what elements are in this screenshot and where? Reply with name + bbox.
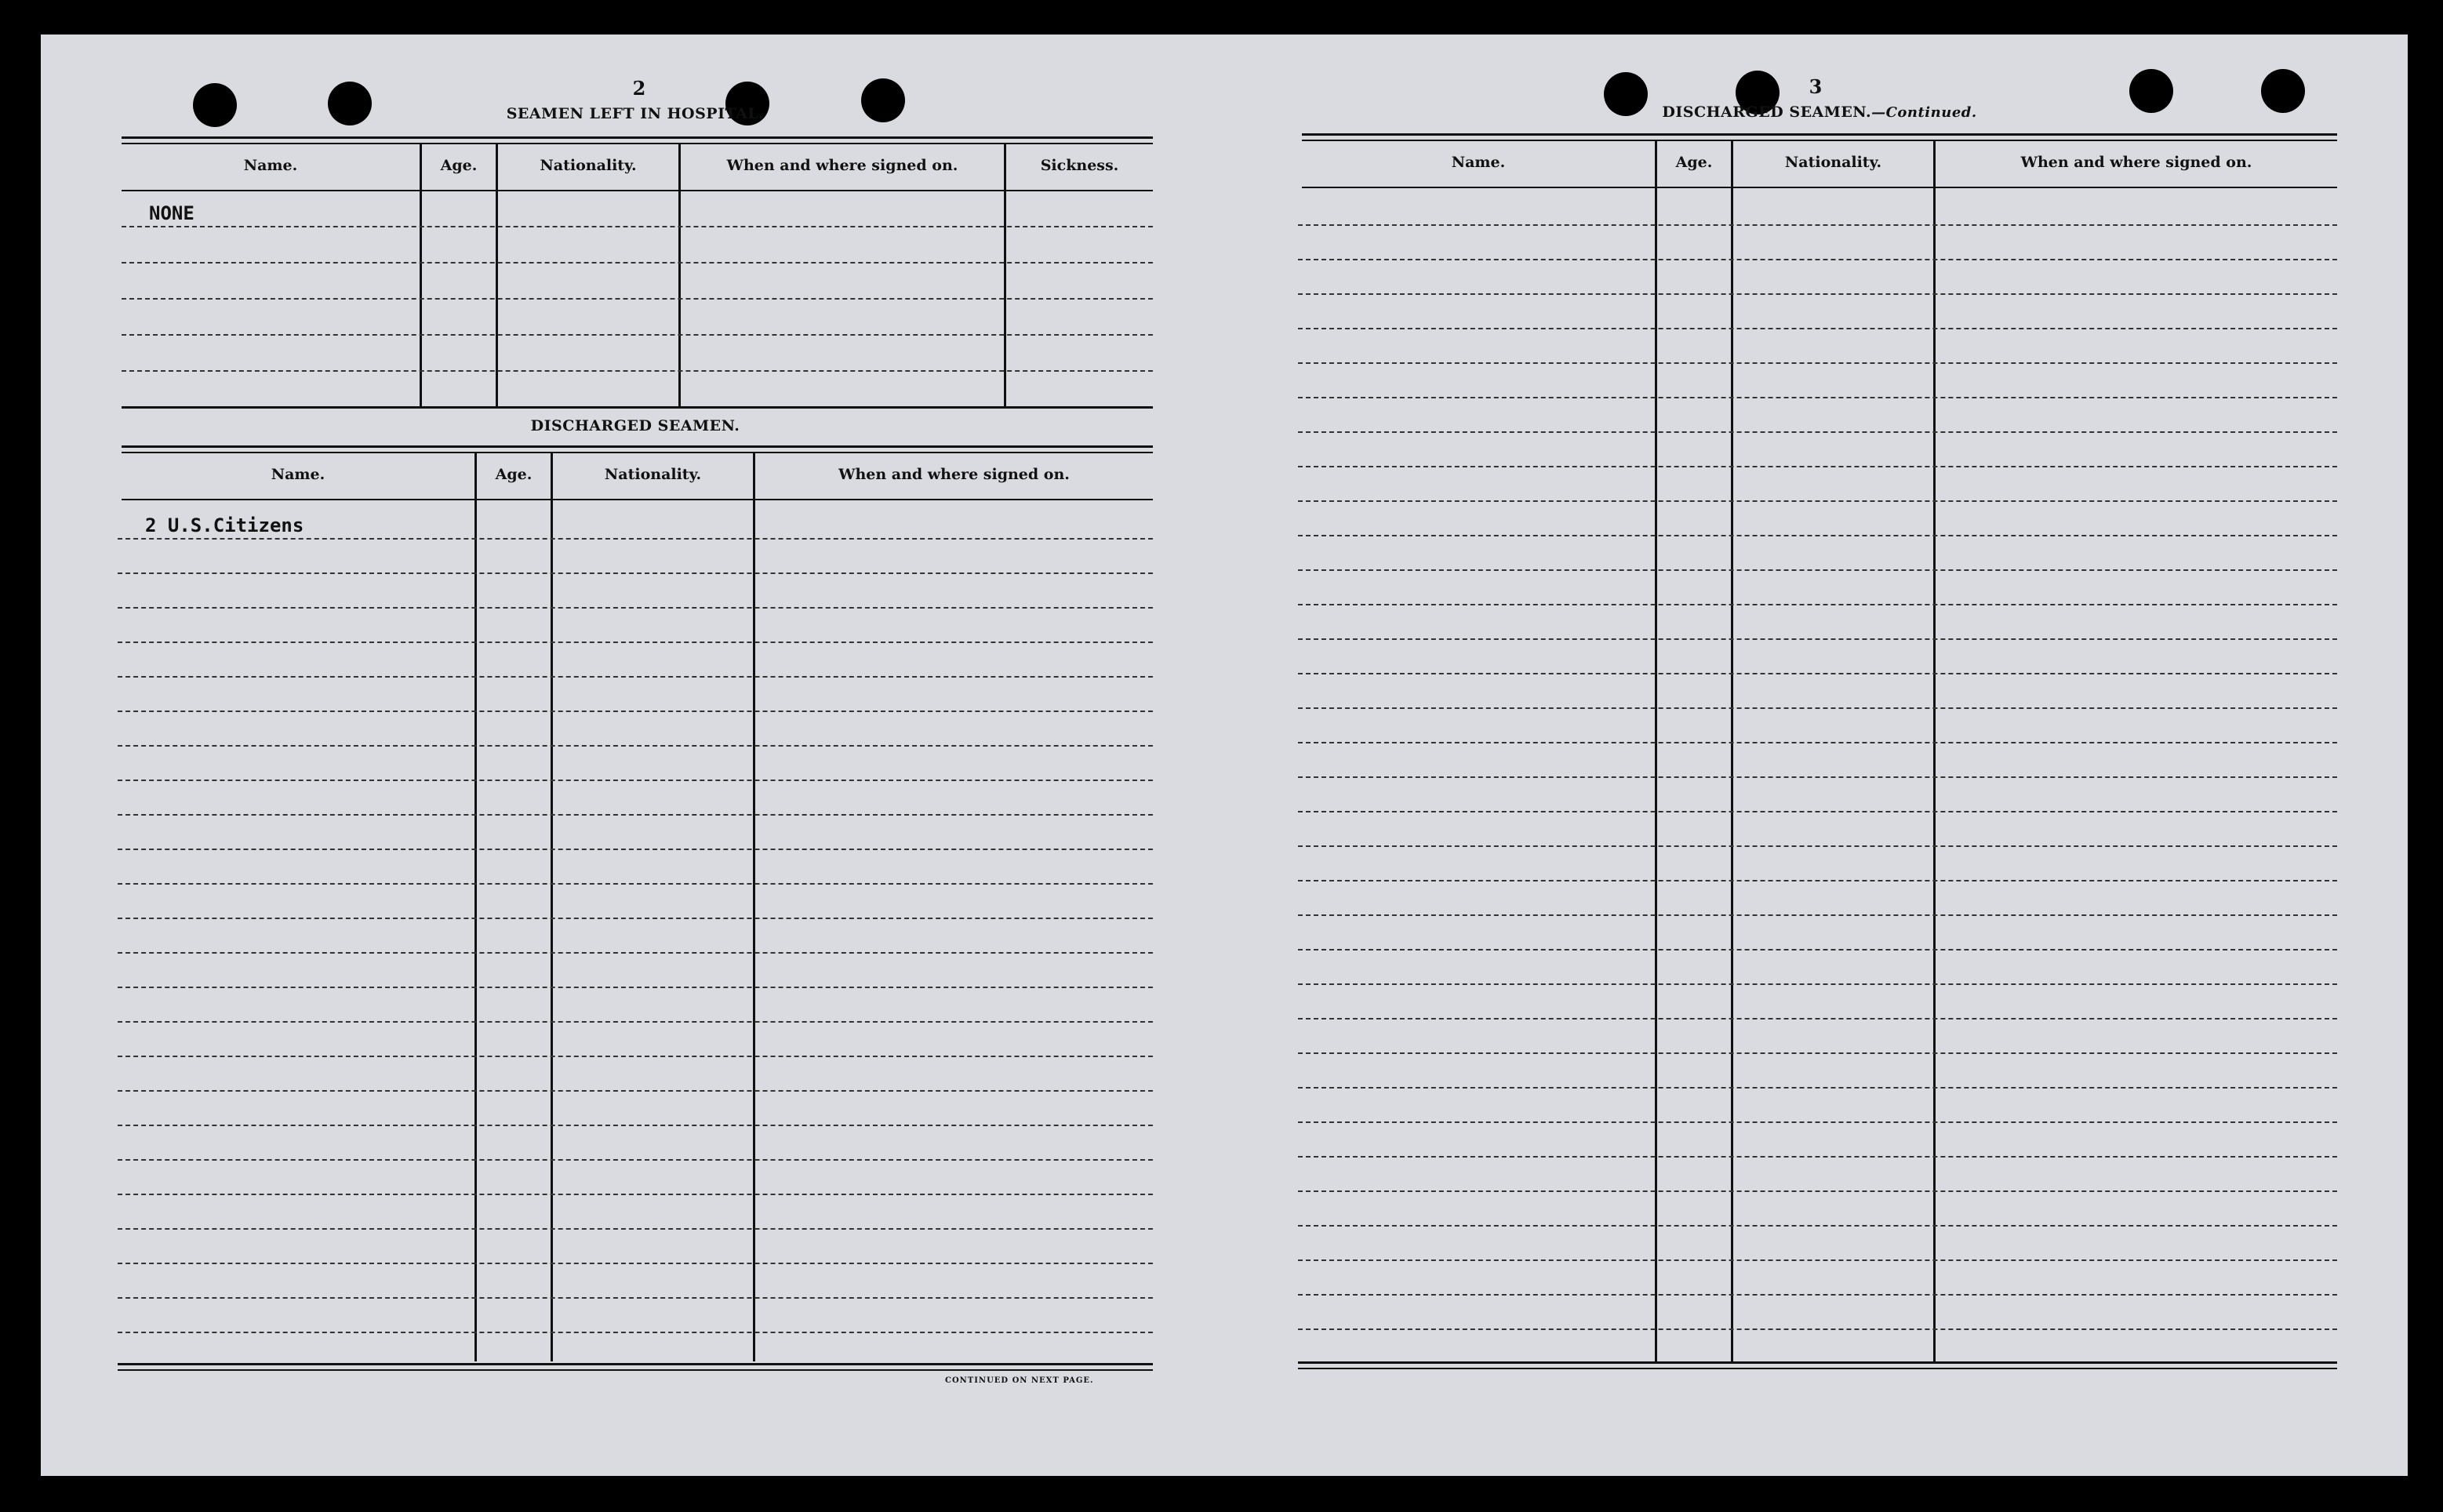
column-header-age: Age.	[495, 466, 533, 483]
punch-hole	[328, 82, 372, 125]
page-number: 3	[1809, 75, 1823, 98]
column-header-name: Name.	[243, 157, 298, 174]
table-rule	[122, 143, 1153, 144]
dotted-rule	[1298, 845, 2337, 847]
dotted-rule	[1298, 1156, 2337, 1158]
dotted-rule	[1298, 224, 2337, 226]
dotted-rule	[1298, 535, 2337, 536]
punch-hole	[193, 83, 237, 127]
dotted-rule	[118, 607, 1153, 609]
column-header-name: Name.	[1451, 154, 1506, 171]
discharged-entry: 2 U.S.Citizens	[145, 514, 304, 536]
dotted-rule	[1298, 1190, 2337, 1192]
dotted-rule	[118, 1332, 1153, 1333]
dotted-rule	[118, 1125, 1153, 1126]
section-title-discharged: DISCHARGED SEAMEN.	[530, 417, 740, 434]
punch-hole	[2261, 69, 2305, 113]
dotted-rule	[1298, 914, 2337, 916]
column-header-name: Name.	[271, 466, 325, 483]
table-rule	[1302, 140, 2337, 141]
page-number: 2	[632, 77, 646, 100]
dotted-rule	[1298, 742, 2337, 743]
dotted-rule	[118, 1090, 1153, 1092]
dotted-rule	[118, 745, 1153, 747]
dotted-rule	[118, 814, 1153, 816]
column-header-nationality: Nationality.	[1784, 154, 1882, 171]
dotted-rule	[118, 918, 1153, 919]
dotted-rule	[1298, 1121, 2337, 1123]
column-header-signed-on: When and where signed on.	[2020, 154, 2252, 171]
column-header-signed-on: When and where signed on.	[838, 466, 1070, 483]
section-title-text: DISCHARGED SEAMEN.	[1662, 104, 1872, 121]
hospital-entry: NONE	[149, 202, 194, 224]
dotted-rule	[118, 987, 1153, 988]
discharged-continued-rows	[1298, 188, 2337, 1361]
table-rule	[118, 1363, 1153, 1365]
dotted-rule	[1298, 1087, 2337, 1089]
dotted-rule	[118, 1021, 1153, 1023]
column-header-age: Age.	[1675, 154, 1713, 171]
dotted-rule	[1298, 500, 2337, 502]
dotted-rule	[1298, 673, 2337, 674]
discharged-rows	[118, 500, 1153, 1363]
dotted-rule	[1298, 569, 2337, 571]
dotted-rule	[1298, 983, 2337, 985]
table-rule	[1302, 133, 2337, 136]
dotted-rule	[118, 1228, 1153, 1230]
column-header-age: Age.	[440, 157, 478, 174]
table-rule	[122, 452, 1153, 453]
dotted-rule	[1298, 431, 2337, 433]
dotted-rule	[1298, 1328, 2337, 1330]
section-title-discharged-continued	[1608, 104, 2031, 121]
dotted-rule	[1298, 1294, 2337, 1296]
table-rule	[118, 1369, 1153, 1371]
dotted-rule	[1298, 397, 2337, 398]
dotted-rule	[118, 1194, 1153, 1195]
dotted-rule	[1298, 1259, 2337, 1261]
dotted-rule	[1298, 707, 2337, 709]
dotted-rule	[1298, 811, 2337, 812]
dotted-rule	[118, 538, 1153, 540]
dotted-rule	[118, 711, 1153, 712]
dotted-rule	[1298, 949, 2337, 950]
dotted-rule	[1298, 880, 2337, 881]
dotted-rule	[118, 572, 1153, 574]
dotted-rule	[118, 849, 1153, 850]
column-header-nationality: Nationality.	[540, 157, 637, 174]
dotted-rule	[118, 642, 1153, 643]
dotted-rule	[1298, 362, 2337, 364]
dotted-rule	[118, 952, 1153, 954]
continued-note: CONTINUED ON NEXT PAGE.	[945, 1376, 1094, 1385]
dotted-rule	[1298, 638, 2337, 640]
section-title-suffix: —Continued.	[1871, 104, 1977, 121]
dotted-rule	[1298, 328, 2337, 329]
punch-hole	[861, 78, 905, 122]
dotted-rule	[1298, 604, 2337, 605]
dotted-rule	[1298, 1052, 2337, 1054]
dotted-rule	[1298, 466, 2337, 467]
dotted-rule	[1298, 1225, 2337, 1227]
dotted-rule	[1298, 293, 2337, 295]
dotted-rule	[118, 1159, 1153, 1161]
dotted-rule	[1298, 259, 2337, 260]
dotted-rule	[1298, 776, 2337, 778]
table-rule	[122, 445, 1153, 448]
dotted-rule	[1298, 1018, 2337, 1020]
table-rule	[1298, 1361, 2337, 1364]
table-rule	[122, 406, 1153, 409]
column-header-signed-on: When and where signed on.	[726, 157, 958, 174]
dotted-rule	[118, 676, 1153, 678]
column-header-sickness: Sickness.	[1040, 157, 1119, 174]
table-rule	[122, 136, 1153, 139]
punch-hole	[2129, 69, 2173, 113]
dotted-rule	[118, 1297, 1153, 1299]
dotted-rule	[118, 883, 1153, 885]
dotted-rule	[118, 1263, 1153, 1264]
section-title-hospital: SEAMEN LEFT IN HOSPITAL.	[506, 105, 765, 122]
dotted-rule	[118, 780, 1153, 781]
column-header-nationality: Nationality.	[604, 466, 702, 483]
table-rule	[1298, 1368, 2337, 1369]
hospital-rows	[122, 191, 1153, 408]
dotted-rule	[118, 1056, 1153, 1057]
